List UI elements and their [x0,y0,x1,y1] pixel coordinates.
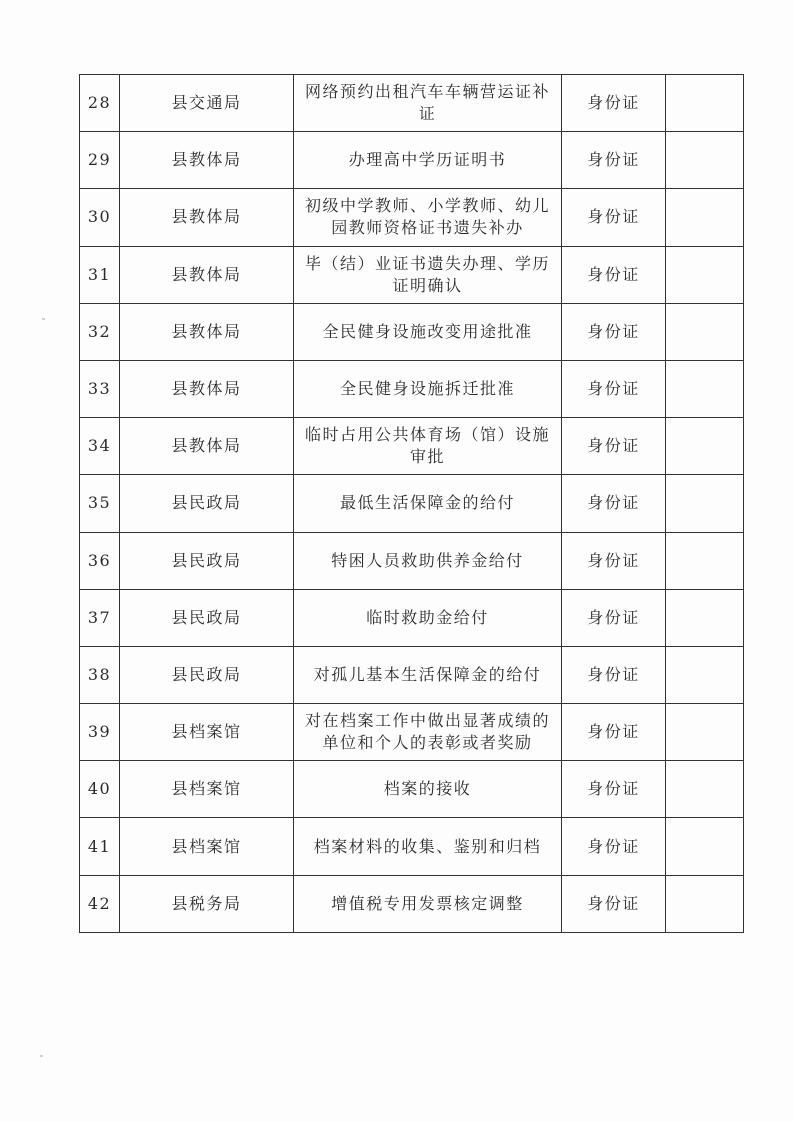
row-number-cell: 40 [80,761,120,818]
required-document-cell: 身份证 [562,132,666,189]
service-item-cell: 全民健身设施改变用途批准 [294,303,562,360]
table-row [80,360,744,417]
row-number-cell: 35 [80,475,120,532]
scan-speck [40,1055,43,1057]
department-cell: 县交通局 [120,75,294,132]
table-row [80,475,744,532]
table-row [80,418,744,475]
service-item-cell: 办理高中学历证明书 [294,132,562,189]
required-document-cell: 身份证 [562,875,666,932]
table-row [80,303,744,360]
service-item-cell: 全民健身设施拆迁批准 [294,360,562,417]
required-document-cell: 身份证 [562,303,666,360]
service-item-cell: 临时占用公共体育场（馆）设施审批 [294,418,562,475]
department-cell: 县民政局 [120,646,294,703]
blank-cell [666,475,744,532]
department-cell: 县民政局 [120,589,294,646]
row-number-cell: 37 [80,589,120,646]
department-cell: 县民政局 [120,532,294,589]
row-number-cell: 33 [80,360,120,417]
blank-cell [666,303,744,360]
department-cell: 县教体局 [120,360,294,417]
service-item-cell: 初级中学教师、小学教师、幼儿园教师资格证书遗失补办 [294,189,562,246]
blank-cell [666,704,744,761]
required-document-cell: 身份证 [562,189,666,246]
row-number-cell: 39 [80,704,120,761]
required-document-cell: 身份证 [562,704,666,761]
row-number-cell: 32 [80,303,120,360]
department-cell: 县教体局 [120,303,294,360]
row-number-cell: 28 [80,75,120,132]
table-body [80,75,744,933]
row-number-cell: 36 [80,532,120,589]
required-document-cell: 身份证 [562,360,666,417]
blank-cell [666,761,744,818]
scan-speck [42,318,45,320]
required-document-cell: 身份证 [562,418,666,475]
required-document-cell: 身份证 [562,475,666,532]
table-row [80,761,744,818]
department-cell: 县档案馆 [120,818,294,875]
service-item-cell: 档案的接收 [294,761,562,818]
blank-cell [666,132,744,189]
required-document-cell: 身份证 [562,646,666,703]
row-number-cell: 29 [80,132,120,189]
blank-cell [666,532,744,589]
blank-cell [666,360,744,417]
table-row [80,646,744,703]
required-document-cell: 身份证 [562,75,666,132]
row-number-cell: 38 [80,646,120,703]
service-item-cell: 对在档案工作中做出显著成绩的单位和个人的表彰或者奖励 [294,704,562,761]
department-cell: 县民政局 [120,475,294,532]
table-row [80,704,744,761]
service-item-cell: 档案材料的收集、鉴别和归档 [294,818,562,875]
department-cell: 县教体局 [120,418,294,475]
service-item-cell: 最低生活保障金的给付 [294,475,562,532]
department-cell: 县教体局 [120,246,294,303]
table-row [80,75,744,132]
department-cell: 县档案馆 [120,704,294,761]
table-row [80,189,744,246]
service-item-cell: 对孤儿基本生活保障金的给付 [294,646,562,703]
row-number-cell: 41 [80,818,120,875]
service-item-cell: 毕（结）业证书遗失办理、学历证明确认 [294,246,562,303]
service-item-cell: 网络预约出租汽车车辆营运证补证 [294,75,562,132]
row-number-cell: 30 [80,189,120,246]
required-document-cell: 身份证 [562,589,666,646]
required-document-cell: 身份证 [562,246,666,303]
table-row [80,532,744,589]
service-item-cell: 临时救助金给付 [294,589,562,646]
blank-cell [666,646,744,703]
blank-cell [666,75,744,132]
blank-cell [666,246,744,303]
service-item-cell: 特困人员救助供养金给付 [294,532,562,589]
required-document-cell: 身份证 [562,761,666,818]
required-document-cell: 身份证 [562,532,666,589]
table-row [80,132,744,189]
row-number-cell: 42 [80,875,120,932]
blank-cell [666,189,744,246]
blank-cell [666,818,744,875]
required-document-cell: 身份证 [562,818,666,875]
blank-cell [666,589,744,646]
services-table [79,74,744,933]
service-item-cell: 增值税专用发票核定调整 [294,875,562,932]
row-number-cell: 31 [80,246,120,303]
blank-cell [666,418,744,475]
table-row [80,875,744,932]
row-number-cell: 34 [80,418,120,475]
department-cell: 县教体局 [120,132,294,189]
table-row [80,818,744,875]
table-row [80,589,744,646]
blank-cell [666,875,744,932]
table-row [80,246,744,303]
department-cell: 县教体局 [120,189,294,246]
department-cell: 县档案馆 [120,761,294,818]
department-cell: 县税务局 [120,875,294,932]
